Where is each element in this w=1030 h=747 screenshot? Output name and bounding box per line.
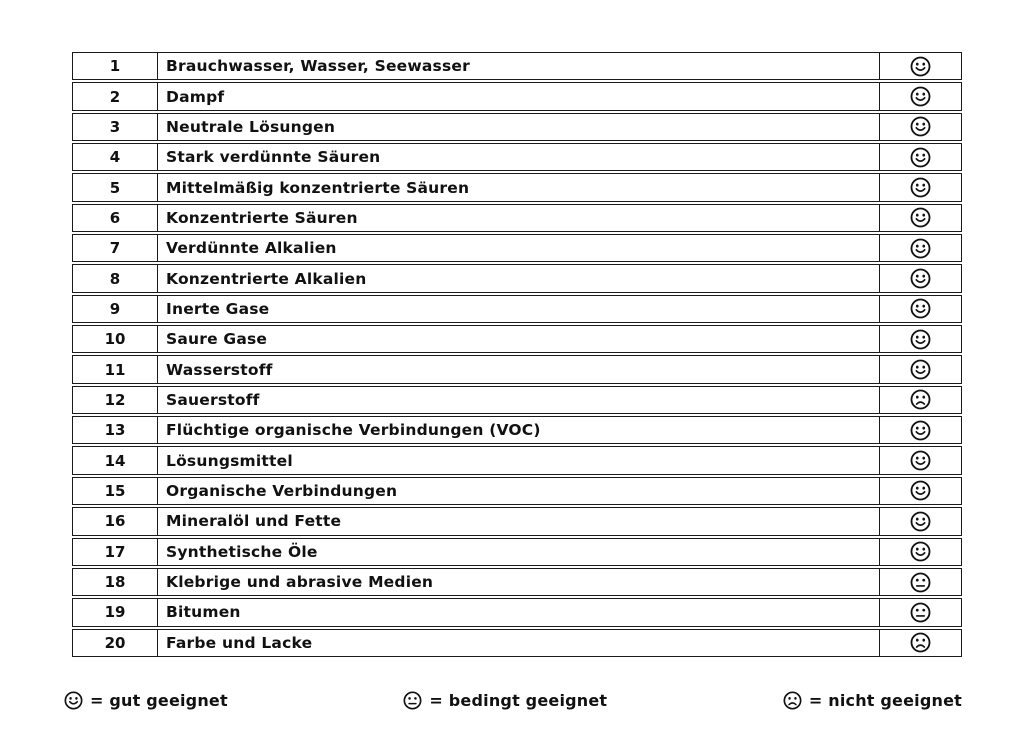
legend-label: = nicht geeignet	[808, 690, 962, 710]
row-number: 15	[73, 478, 158, 504]
rating-gut-icon	[910, 511, 931, 532]
table-row	[72, 568, 962, 596]
nicht-smiley-icon	[783, 691, 802, 710]
rating-cell	[880, 114, 961, 140]
gut-smiley-icon	[64, 691, 83, 710]
rating-cell	[880, 447, 961, 473]
rating-cell	[880, 599, 961, 625]
row-label: Lösungsmittel	[158, 447, 880, 473]
row-label: Brauchwasser, Wasser, Seewasser	[158, 53, 880, 79]
rating-gut-icon	[910, 238, 931, 259]
row-label: Mineralöl und Fette	[158, 508, 880, 534]
rating-cell	[880, 174, 961, 200]
rating-gut-icon	[910, 480, 931, 501]
rating-nicht-icon	[910, 389, 931, 410]
legend-item	[783, 691, 962, 710]
table-row	[72, 507, 962, 535]
row-number: 10	[73, 326, 158, 352]
rating-cell	[880, 83, 961, 109]
row-label: Klebrige und abrasive Medien	[158, 569, 880, 595]
rating-cell	[880, 387, 961, 413]
row-label: Organische Verbindungen	[158, 478, 880, 504]
rating-bedingt-icon	[910, 602, 931, 623]
legend-label: = gut geeignet	[90, 690, 228, 710]
table-row	[72, 143, 962, 171]
rating-gut-icon	[910, 541, 931, 562]
rating-cell	[880, 53, 961, 79]
table-row	[72, 538, 962, 566]
rating-gut-icon	[910, 86, 931, 107]
media-suitability-table	[72, 52, 962, 657]
rating-cell	[880, 508, 961, 534]
row-number: 6	[73, 205, 158, 231]
row-number: 16	[73, 508, 158, 534]
table-row	[72, 234, 962, 262]
rating-cell	[880, 296, 961, 322]
row-label: Wasserstoff	[158, 356, 880, 382]
table-row	[72, 446, 962, 474]
table-row	[72, 82, 962, 110]
row-label: Saure Gase	[158, 326, 880, 352]
table-row	[72, 598, 962, 626]
table-row	[72, 52, 962, 80]
legend-label: = bedingt geeignet	[429, 690, 608, 710]
row-label: Flüchtige organische Verbindungen (VOC)	[158, 417, 880, 443]
row-label: Mittelmäßig konzentrierte Säuren	[158, 174, 880, 200]
row-number: 2	[73, 83, 158, 109]
rating-gut-icon	[910, 207, 931, 228]
rating-cell	[880, 478, 961, 504]
rating-gut-icon	[910, 329, 931, 350]
rating-cell	[880, 356, 961, 382]
rating-cell	[880, 265, 961, 291]
row-number: 5	[73, 174, 158, 200]
row-number: 7	[73, 235, 158, 261]
row-number: 14	[73, 447, 158, 473]
rating-gut-icon	[910, 116, 931, 137]
row-label: Konzentrierte Säuren	[158, 205, 880, 231]
row-number: 9	[73, 296, 158, 322]
row-number: 20	[73, 630, 158, 656]
rating-gut-icon	[910, 298, 931, 319]
table-row	[72, 477, 962, 505]
rating-gut-icon	[910, 147, 931, 168]
row-label: Synthetische Öle	[158, 539, 880, 565]
row-label: Dampf	[158, 83, 880, 109]
legend	[64, 686, 962, 714]
row-label: Stark verdünnte Säuren	[158, 144, 880, 170]
table-row	[72, 629, 962, 657]
table-row	[72, 355, 962, 383]
rating-cell	[880, 569, 961, 595]
table-row	[72, 204, 962, 232]
rating-cell	[880, 417, 961, 443]
rating-bedingt-icon	[910, 572, 931, 593]
rating-cell	[880, 326, 961, 352]
row-number: 8	[73, 265, 158, 291]
row-label: Farbe und Lacke	[158, 630, 880, 656]
rating-cell	[880, 539, 961, 565]
table-row	[72, 173, 962, 201]
rating-gut-icon	[910, 56, 931, 77]
rating-gut-icon	[910, 420, 931, 441]
rating-gut-icon	[910, 177, 931, 198]
table-row	[72, 416, 962, 444]
rating-gut-icon	[910, 268, 931, 289]
row-label: Inerte Gase	[158, 296, 880, 322]
row-number: 13	[73, 417, 158, 443]
rating-gut-icon	[910, 450, 931, 471]
row-number: 4	[73, 144, 158, 170]
legend-item	[403, 691, 607, 710]
row-number: 1	[73, 53, 158, 79]
row-number: 18	[73, 569, 158, 595]
bedingt-smiley-icon	[403, 691, 422, 710]
rating-cell	[880, 235, 961, 261]
table-row	[72, 113, 962, 141]
row-number: 17	[73, 539, 158, 565]
legend-item	[64, 691, 228, 710]
table-row	[72, 295, 962, 323]
rating-gut-icon	[910, 359, 931, 380]
rating-cell	[880, 205, 961, 231]
table-row	[72, 386, 962, 414]
rating-nicht-icon	[910, 632, 931, 653]
table-row	[72, 325, 962, 353]
rating-cell	[880, 144, 961, 170]
row-label: Neutrale Lösungen	[158, 114, 880, 140]
row-label: Verdünnte Alkalien	[158, 235, 880, 261]
row-number: 12	[73, 387, 158, 413]
row-label: Bitumen	[158, 599, 880, 625]
rating-cell	[880, 630, 961, 656]
row-number: 11	[73, 356, 158, 382]
row-number: 3	[73, 114, 158, 140]
row-label: Sauerstoff	[158, 387, 880, 413]
row-label: Konzentrierte Alkalien	[158, 265, 880, 291]
table-row	[72, 264, 962, 292]
row-number: 19	[73, 599, 158, 625]
